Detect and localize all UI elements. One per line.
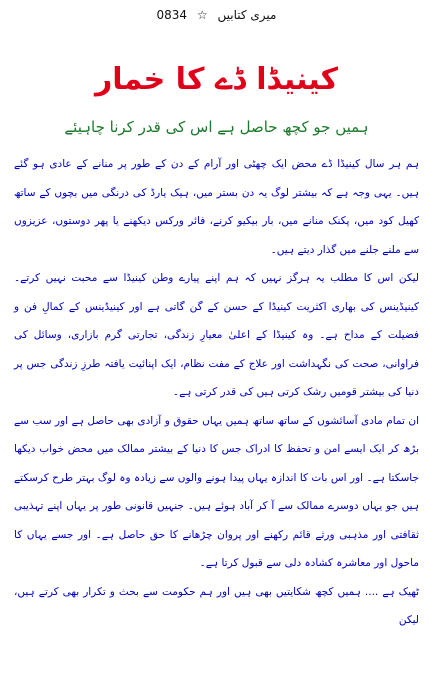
article-body (14, 150, 419, 635)
header (0, 8, 433, 22)
page-number: 0834 (156, 8, 188, 22)
article-subtitle: ہمیں جو کچھ حاصل ہے اس کی قدر کرنا چاہیئے (64, 118, 369, 136)
paragraph: لیکن اس کا مطلب یہ ہرگز نہیں کہ ہم اپنے پیارے وطن کینیڈا سے محبت نہیں کرتے۔ کینیڈینس کی بھاری اکثریت کینیڈا کے حسن کے گن گاتی ہے اور کینیڈینس کے کمالِ فن و فضیلت کے مداح ہے۔ وہ کینیڈا کے اعلیٰ معیارِ زندگی، تجارتی گرم بازاری، وسائل کی فراوانی، صحت کی نگہداشت اور علاج کے مفت نظام، ایک اپنائیت یافتہ طرزِ زندگی جس پر دنیا کی بیشتر قومیں رشک کرتی ہیں کی قدر کرتی ہے۔ (14, 272, 419, 398)
star-icon: ☆ (196, 8, 208, 22)
paragraph: ہم ہر سال کینیڈا ڈے محض ایک چھٹی اور آرام کے دن کے طور پر منانے کے عادی ہو گئے ہیں۔ یہی وجہ ہے کہ بیشتر لوگ یہ دن بستر میں، ہیک یارڈ کی درنگی میں بچوں کے ساتھ کھیل کود میں، پکنک منانے میں، بار بیکیو کرنے، فائر ورکس دیکھنے یا پھر دوستوں، عزیزوں سے ملنے جلنے میں گذار دیتے ہیں۔ (14, 158, 419, 256)
paragraph: ٹھیک ہے .... ہمیں کچھ شکایتیں بھی ہیں اور ہم حکومت سے بحث و تکرار بھی کرتے ہیں، لیکن (14, 585, 419, 626)
article-title: کینیڈا ڈے کا خمار (94, 62, 339, 97)
series-label: میری کتابیں (217, 8, 277, 22)
paragraph: ان تمام مادی آسائشوں کے ساتھ ساتھ ہمیں یہاں حقوق و آزادی بھی حاصل ہے اور سب سے بڑھ کر ایک ایسے امن و تحفظ کا ادراک جس کا دنیا کے بیشتر ممالک میں محض خواب دیکھا جاسکتا ہے۔ اور اس بات کا اندازہ یہاں پیدا ہونے والوں سے زیادہ وہ لوگ بہتر طرح کرسکتے ہیں جو یہاں دوسرے ممالک سے آ کر آباد ہوئے ہیں۔ جنہیں قانونی طور پر یہاں اپنے تہذیبی ثقافتی اور مذہبی ورثے قائم رکھنے اور پروان چڑھانے کا حق حاصل ہے۔ اور جسے یہاں کا ماحول اور معاشرہ کشادہ دلی سے قبول کرتا ہے۔ (14, 414, 419, 569)
